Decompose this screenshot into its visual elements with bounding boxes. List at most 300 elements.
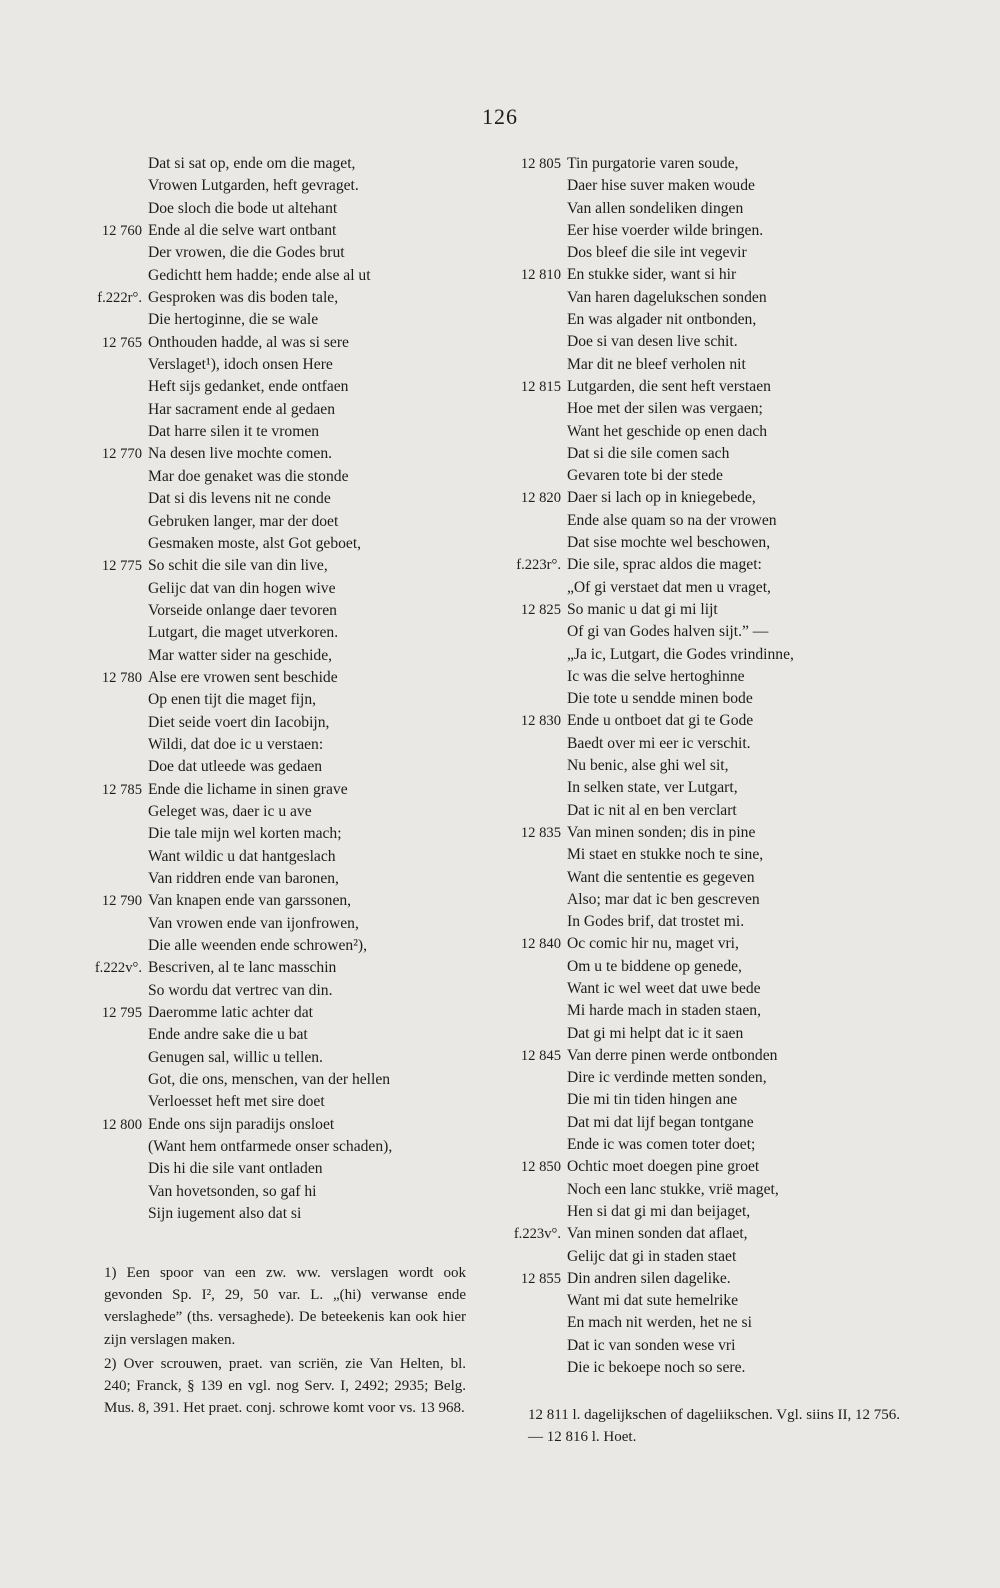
verse-line xyxy=(80,1024,480,1046)
verse-line xyxy=(505,710,905,732)
line-marker: 12 760 xyxy=(101,223,142,240)
verse-text: Gelijc dat gi in staden staet xyxy=(567,1247,737,1265)
line-marker xyxy=(80,600,148,622)
line-marker xyxy=(80,868,148,890)
verse-line xyxy=(80,555,480,577)
line-marker xyxy=(80,466,148,488)
verse-line xyxy=(505,264,905,286)
verse-line xyxy=(80,622,480,644)
verse-line xyxy=(80,779,480,801)
verse-text: Tin purgatorie varen soude, xyxy=(567,155,739,172)
verse-line xyxy=(505,532,905,554)
verse-line xyxy=(80,689,480,711)
line-marker xyxy=(80,578,148,600)
verse-text: Van riddren ende van baronen, xyxy=(148,870,339,887)
verse-text: Dat sise mochte wel beschowen, xyxy=(567,534,771,552)
line-marker: f.223r°. xyxy=(516,557,561,574)
verse-text: Onthouden hadde, al was si sere xyxy=(148,333,349,351)
verse-text: Alse ere vrowen sent beschide xyxy=(148,668,338,686)
verse-text: Dat harre silen it te vromen xyxy=(148,423,320,441)
line-marker xyxy=(80,980,148,1002)
footnote-2: 2) Over scrouwen, praet. van scriën, zie Van Helten, bl. 240; Franck, § 139 en vgl. nog Serv. I, 2492; 2935; Belg. Mus. 8, 391. Het praet. conj. schrowe komt voor vs. 13 968. xyxy=(104,1355,466,1417)
line-marker: 12 765 xyxy=(101,334,142,351)
verse-line xyxy=(80,443,480,465)
line-marker xyxy=(505,1089,567,1111)
verse-text: Gesproken was dis boden tale, xyxy=(148,289,339,307)
verse-text: Wildi, dat doe ic u verstaen: xyxy=(148,735,324,753)
verse-text: Want wildic u dat hantgeslach xyxy=(148,847,336,865)
verse-line xyxy=(80,265,480,287)
line-marker xyxy=(80,1091,148,1113)
line-marker xyxy=(80,1158,148,1180)
verse-text: (Want hem ontfarmede onser schaden), xyxy=(148,1138,393,1156)
verse-line xyxy=(80,756,480,778)
verse-line xyxy=(505,1067,905,1089)
verse-line xyxy=(505,777,905,799)
verse-text: Die ic bekoepe noch so sere. xyxy=(567,1359,746,1377)
verse-text: Mi harde mach in staden staen, xyxy=(567,1002,761,1020)
verse-text: Van derre pinen werde ontbonden xyxy=(567,1046,778,1064)
verse-line xyxy=(505,198,905,220)
verse-text: Got, die ons, menschen, van der hellen xyxy=(148,1071,391,1089)
footnotes xyxy=(104,1262,466,1419)
line-marker xyxy=(80,734,148,756)
verse-text: Van minen sonden; dis in pine xyxy=(567,823,756,841)
verse-line xyxy=(80,421,480,443)
verse-line xyxy=(80,198,480,220)
verse-text: Doe dat utleede was gedaen xyxy=(148,758,323,776)
line-marker xyxy=(505,978,567,1000)
verse-text: Doe si van desen live schit. xyxy=(567,333,738,351)
verse-text: Also; mar dat ic ben gescreven xyxy=(567,890,760,908)
verse-line xyxy=(505,487,905,509)
verse-text: Dos bleef die sile int vegevir xyxy=(567,244,747,262)
verse-text: Doe sloch die bode ut altehant xyxy=(148,199,338,217)
verse-text: Mar doe genaket was die stonde xyxy=(148,467,349,485)
page-number: 126 xyxy=(482,104,518,129)
line-marker: 12 800 xyxy=(101,1116,142,1133)
line-marker xyxy=(80,265,148,287)
textual-notes xyxy=(528,1404,913,1448)
line-marker xyxy=(505,1201,567,1223)
line-marker: 12 820 xyxy=(520,490,561,507)
line-marker xyxy=(505,800,567,822)
line-marker xyxy=(505,242,567,264)
line-marker xyxy=(505,688,567,710)
verse-text: Dat ic nit al en ben verclart xyxy=(567,801,737,819)
verse-text: Na desen live mochte comen. xyxy=(148,445,333,463)
verse-text: Hoe met der silen was vergaen; xyxy=(567,400,763,418)
verse-line xyxy=(80,242,480,264)
line-marker xyxy=(80,1024,148,1046)
line-marker xyxy=(505,577,567,599)
line-marker: 12 780 xyxy=(101,669,142,686)
line-marker xyxy=(505,198,567,220)
line-marker: 12 850 xyxy=(520,1159,561,1176)
line-marker xyxy=(80,1069,148,1091)
verse-line xyxy=(505,1335,905,1357)
verse-line xyxy=(505,1268,905,1290)
line-marker: 12 840 xyxy=(520,936,561,953)
verse-line xyxy=(505,1223,905,1245)
verse-text: Om u te biddene op genede, xyxy=(567,957,742,975)
verse-text: Daer si lach op in kniegebede, xyxy=(567,489,756,507)
verse-text: Ende andre sake die u bat xyxy=(148,1026,308,1044)
verse-text: Mar watter sider na geschide, xyxy=(148,646,333,664)
line-marker xyxy=(505,1067,567,1089)
line-marker: 12 785 xyxy=(101,781,142,798)
verse-line xyxy=(505,577,905,599)
line-marker xyxy=(80,488,148,510)
verse-text: Ende die lichame in sinen grave xyxy=(148,780,348,798)
verse-text: Ende alse quam so na der vrowen xyxy=(567,511,777,529)
verse-line xyxy=(505,978,905,1000)
verse-text: Ende ic was comen toter doet; xyxy=(567,1136,756,1154)
verse-text: Want het geschide op enen dach xyxy=(567,422,768,440)
verse-text: Hen si dat gi mi dan beijaget, xyxy=(567,1202,751,1220)
verse-line xyxy=(80,399,480,421)
verse-text: En mach nit werden, het ne si xyxy=(567,1314,752,1332)
line-marker xyxy=(505,755,567,777)
verse-text: Dis hi die sile vant ontladen xyxy=(148,1160,323,1178)
verse-line xyxy=(505,1290,905,1312)
verse-line xyxy=(505,867,905,889)
line-marker xyxy=(505,1312,567,1334)
line-marker xyxy=(505,1112,567,1134)
verse-line xyxy=(505,800,905,822)
line-marker xyxy=(505,1179,567,1201)
verse-line xyxy=(505,398,905,420)
line-marker xyxy=(80,354,148,376)
verse-line xyxy=(80,890,480,912)
right-verse-column xyxy=(505,153,905,1379)
verse-text: „Of gi verstaet dat men u vraget, xyxy=(567,578,771,596)
verse-text: Want mi dat sute hemelrike xyxy=(567,1292,739,1310)
verse-line xyxy=(505,1179,905,1201)
verse-text: Die sile, sprac aldos die maget: xyxy=(567,556,762,574)
line-marker xyxy=(505,1000,567,1022)
line-marker xyxy=(80,935,148,957)
verse-text: Want die sententie es gegeven xyxy=(567,868,755,886)
verse-text: Eer hise voerder wilde bringen. xyxy=(567,221,764,239)
verse-line xyxy=(80,511,480,533)
line-marker xyxy=(505,220,567,242)
verse-text: Oc comic hir nu, maget vri, xyxy=(567,935,739,953)
verse-text: Ochtic moet doegen pine groet xyxy=(567,1158,760,1176)
verse-line xyxy=(505,153,905,175)
verse-text: Diet seide voert din Iacobijn, xyxy=(148,713,330,731)
verse-line xyxy=(80,712,480,734)
verse-text: Die hertoginne, die se wale xyxy=(148,311,319,329)
verse-text: Verslaget¹), idoch onsen Here xyxy=(148,356,333,374)
verse-text: In Godes brif, dat trostet mi. xyxy=(567,913,745,931)
verse-line xyxy=(80,175,480,197)
verse-line xyxy=(80,1181,480,1203)
verse-line xyxy=(505,889,905,911)
verse-line xyxy=(505,1134,905,1156)
verse-line xyxy=(505,1023,905,1045)
line-marker xyxy=(80,421,148,443)
verse-text: Har sacrament ende al gedaen xyxy=(148,400,336,418)
verse-text: Gedichtt hem hadde; ende alse al ut xyxy=(148,266,371,284)
verse-text: Gevaren tote bi der stede xyxy=(567,467,723,485)
verse-line xyxy=(80,354,480,376)
verse-line xyxy=(80,667,480,689)
line-marker xyxy=(505,621,567,643)
line-marker: 12 830 xyxy=(520,713,561,730)
verse-line xyxy=(505,465,905,487)
verse-text: Daer hise suver maken woude xyxy=(567,177,755,195)
line-marker xyxy=(505,666,567,688)
verse-text: Heft sijs gedanket, ende ontfaen xyxy=(148,378,349,396)
line-marker xyxy=(80,622,148,644)
verse-line xyxy=(80,1091,480,1113)
verse-text: Die mi tin tiden hingen ane xyxy=(567,1091,738,1109)
verse-text: Gelijc dat van din hogen wive xyxy=(148,579,336,597)
verse-line xyxy=(80,1136,480,1158)
verse-text: Die tale mijn wel korten mach; xyxy=(148,825,342,843)
verse-line xyxy=(80,1114,480,1136)
verse-line xyxy=(80,1047,480,1069)
verse-line xyxy=(505,844,905,866)
line-marker xyxy=(505,309,567,331)
verse-line xyxy=(80,1158,480,1180)
verse-line xyxy=(80,846,480,868)
verse-line xyxy=(505,1156,905,1178)
line-marker: 12 815 xyxy=(520,378,561,395)
verse-line xyxy=(505,911,905,933)
verse-line xyxy=(80,935,480,957)
line-marker: f.223v°. xyxy=(513,1226,561,1243)
verse-line xyxy=(80,823,480,845)
line-marker xyxy=(505,421,567,443)
verse-text: Lutgarden, die sent heft verstaen xyxy=(567,377,771,395)
verse-line xyxy=(80,287,480,309)
verse-line xyxy=(505,421,905,443)
verse-line xyxy=(80,600,480,622)
verse-line xyxy=(505,287,905,309)
line-marker xyxy=(80,801,148,823)
line-marker xyxy=(505,354,567,376)
verse-line xyxy=(80,332,480,354)
verse-text: Verloesset heft met sire doet xyxy=(148,1093,325,1111)
verse-text: Noch een lanc stukke, vrië maget, xyxy=(567,1180,779,1198)
verse-line xyxy=(505,822,905,844)
verse-line xyxy=(505,1246,905,1268)
line-marker: 12 775 xyxy=(101,558,142,575)
verse-text: Gesmaken moste, alst Got geboet, xyxy=(148,534,362,552)
line-marker xyxy=(505,956,567,978)
verse-text: Sijn iugement also dat si xyxy=(148,1205,302,1223)
verse-text: Van knapen ende van garssonen, xyxy=(148,892,352,910)
verse-text: Bescriven, al te lanc masschin xyxy=(148,959,337,977)
line-marker xyxy=(505,1335,567,1357)
verse-text: So schit die sile van din live, xyxy=(148,557,328,575)
verse-text: Mi staet en stukke noch te sine, xyxy=(567,846,764,864)
verse-line xyxy=(80,578,480,600)
verse-text: Dat si die sile comen sach xyxy=(567,444,730,462)
line-marker xyxy=(505,889,567,911)
line-marker xyxy=(505,1246,567,1268)
verse-text: Nu benic, alse ghi wel sit, xyxy=(567,757,729,775)
verse-text: Dat si dis levens nit ne conde xyxy=(148,490,331,508)
line-marker xyxy=(80,533,148,555)
verse-line xyxy=(80,153,480,175)
verse-line xyxy=(505,510,905,532)
line-marker xyxy=(505,1134,567,1156)
verse-text: Ende al die selve wart ontbant xyxy=(148,222,337,240)
verse-text: En was algader nit ontbonden, xyxy=(567,311,757,329)
verse-text: Ende u ontboet dat gi te Gode xyxy=(567,712,754,730)
verse-line xyxy=(80,980,480,1002)
line-marker xyxy=(505,644,567,666)
line-marker xyxy=(505,733,567,755)
verse-line xyxy=(80,533,480,555)
line-marker: 12 770 xyxy=(101,446,142,463)
line-marker xyxy=(505,465,567,487)
line-marker xyxy=(505,1290,567,1312)
verse-line xyxy=(80,376,480,398)
verse-text: Vrowen Lutgarden, heft gevraget. xyxy=(148,177,359,195)
verse-text: Die tote u sendde minen bode xyxy=(567,690,753,708)
verse-text: Mar dit ne bleef verholen nit xyxy=(567,355,746,373)
verse-text: Gebruken langer, mar der doet xyxy=(148,512,339,530)
line-marker xyxy=(80,1047,148,1069)
verse-line xyxy=(505,220,905,242)
verse-text: En stukke sider, want si hir xyxy=(567,266,737,284)
verse-text: Geleget was, daer ic u ave xyxy=(148,802,312,820)
verse-text: Dat si sat op, ende om die maget, xyxy=(148,155,356,172)
verse-text: Baedt over mi eer ic verschit. xyxy=(567,734,751,752)
line-marker xyxy=(80,846,148,868)
line-marker xyxy=(505,443,567,465)
verse-line xyxy=(505,443,905,465)
line-marker xyxy=(80,1136,148,1158)
line-marker: f.222v°. xyxy=(94,960,142,977)
verse-line xyxy=(505,354,905,376)
line-marker xyxy=(505,1023,567,1045)
footnote-1: 1) Een spoor van een zw. ww. verslagen wordt ook gevonden Sp. I², 29, 50 var. L. „(hi) verwanse ende verslaghede” (ths. versaghede). De beteekenis kan ook hier zijn verslagen maken. xyxy=(104,1265,466,1348)
line-marker xyxy=(80,1203,148,1225)
line-marker xyxy=(505,398,567,420)
verse-line xyxy=(80,913,480,935)
line-marker xyxy=(80,689,148,711)
verse-line xyxy=(80,1203,480,1225)
verse-line xyxy=(80,309,480,331)
verse-line xyxy=(80,734,480,756)
line-marker xyxy=(505,1357,567,1379)
verse-text: Van hovetsonden, so gaf hi xyxy=(148,1182,317,1200)
line-marker xyxy=(505,331,567,353)
verse-text: Vorseide onlange daer tevoren xyxy=(148,601,337,619)
verse-line xyxy=(505,688,905,710)
verse-text: Van allen sondeliken dingen xyxy=(567,199,744,217)
verse-line xyxy=(505,309,905,331)
verse-line xyxy=(80,488,480,510)
line-marker: 12 795 xyxy=(101,1005,142,1022)
line-marker xyxy=(505,777,567,799)
left-verse-column xyxy=(80,153,480,1226)
verse-line xyxy=(80,220,480,242)
verse-line xyxy=(80,645,480,667)
verse-text: Daeromme latic achter dat xyxy=(148,1004,313,1022)
verse-text: Ic was die selve hertoghinne xyxy=(567,667,745,685)
line-marker: 12 790 xyxy=(101,893,142,910)
line-marker xyxy=(505,911,567,933)
line-marker xyxy=(80,153,148,175)
verse-text: Dat mi dat lijf began tontgane xyxy=(567,1113,754,1131)
verse-text: Op enen tijt die maget fijn, xyxy=(148,691,317,709)
line-marker: 12 855 xyxy=(520,1270,561,1287)
verse-text: Lutgart, die maget utverkoren. xyxy=(148,624,339,642)
verse-line xyxy=(505,956,905,978)
line-marker xyxy=(80,376,148,398)
verse-line xyxy=(505,755,905,777)
verse-line xyxy=(80,466,480,488)
verse-line xyxy=(505,666,905,688)
verse-text: Ende ons sijn paradijs onsloet xyxy=(148,1115,335,1133)
verse-text: Der vrowen, die die Godes brut xyxy=(148,244,345,262)
line-marker: 12 810 xyxy=(520,267,561,284)
verse-line xyxy=(505,1312,905,1334)
verse-line xyxy=(80,1069,480,1091)
verse-text: „Ja ic, Lutgart, die Godes vrindinne, xyxy=(567,645,794,663)
line-marker: 12 845 xyxy=(520,1047,561,1064)
verse-line xyxy=(80,868,480,890)
line-marker: 12 805 xyxy=(520,156,561,172)
line-marker xyxy=(505,287,567,309)
verse-line xyxy=(505,376,905,398)
verse-line xyxy=(505,599,905,621)
line-marker xyxy=(80,399,148,421)
verse-line xyxy=(505,242,905,264)
line-marker xyxy=(80,756,148,778)
line-marker xyxy=(80,198,148,220)
line-marker xyxy=(80,823,148,845)
verse-text: Die alle weenden ende schrowen²), xyxy=(148,937,367,955)
line-marker: f.222r°. xyxy=(97,290,142,307)
verse-line xyxy=(505,1045,905,1067)
line-marker xyxy=(505,867,567,889)
verse-text: In selken state, ver Lutgart, xyxy=(567,779,738,797)
line-marker xyxy=(505,844,567,866)
verse-text: Van haren dagelukschen sonden xyxy=(567,288,767,306)
verse-text: So wordu dat vertrec van din. xyxy=(148,981,333,999)
verse-line xyxy=(505,621,905,643)
verse-text: Of gi van Godes halven sijt.” — xyxy=(567,623,769,641)
line-marker xyxy=(80,242,148,264)
verse-text: Van minen sonden dat aflaet, xyxy=(567,1225,748,1243)
verse-line xyxy=(505,733,905,755)
line-marker: 12 825 xyxy=(520,601,561,618)
verse-text: Want ic wel weet dat uwe bede xyxy=(567,979,761,997)
verse-line xyxy=(505,1357,905,1379)
verse-text: Van vrowen ende van ijonfrowen, xyxy=(148,914,359,932)
line-marker xyxy=(80,913,148,935)
verse-text: Genugen sal, willic u tellen. xyxy=(148,1048,323,1066)
verse-line xyxy=(505,644,905,666)
line-marker: 12 835 xyxy=(520,824,561,841)
line-marker xyxy=(505,510,567,532)
line-marker xyxy=(80,1181,148,1203)
line-marker xyxy=(80,712,148,734)
verse-text: Dat ic van sonden wese vri xyxy=(567,1336,736,1354)
verse-text: So manic u dat gi mi lijt xyxy=(567,600,718,618)
textual-note: 12 811 l. dagelijkschen of dageliikschen. Vgl. siins II, 12 756. — 12 816 l. Hoet. xyxy=(528,1407,901,1445)
verse-line xyxy=(505,1112,905,1134)
verse-line xyxy=(505,554,905,576)
line-marker xyxy=(80,175,148,197)
